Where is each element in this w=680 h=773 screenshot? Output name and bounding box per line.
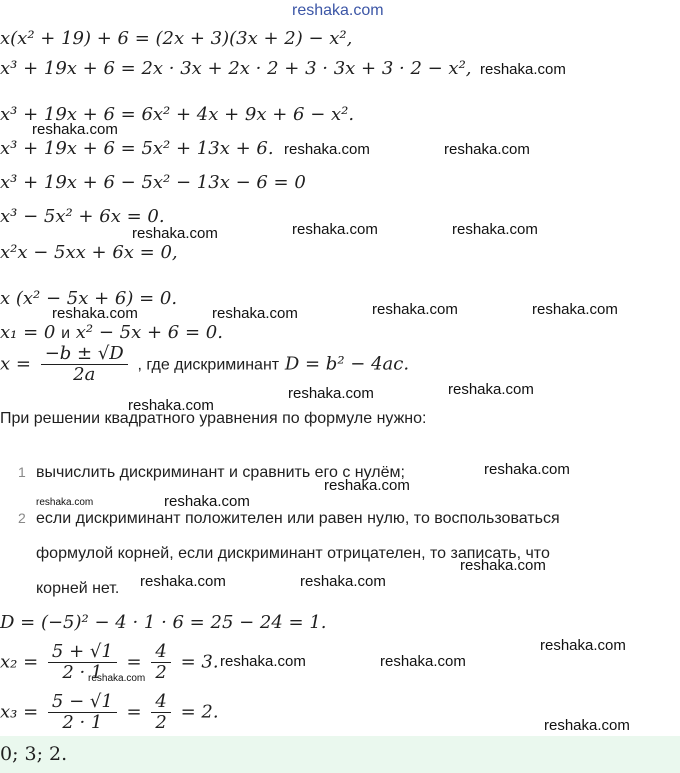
x3-numerator-2: 4	[151, 692, 170, 713]
intro-text: При решении квадратного уравнения по формуле нужно:	[0, 410, 427, 427]
watermark: reshaka.com	[284, 141, 370, 158]
watermark: reshaka.com	[212, 305, 298, 322]
watermark: reshaka.com	[480, 61, 566, 78]
equation-line-6: x³ − 5x² + 6x = 0.	[0, 206, 165, 227]
watermark: reshaka.com	[32, 121, 118, 138]
watermark: reshaka.com	[52, 305, 138, 322]
x3-fraction	[48, 692, 117, 733]
list-item: формулой корней, если дискриминант отрицателен, то записать, что	[36, 545, 550, 562]
x3-denominator-2: 2	[155, 712, 167, 733]
watermark: reshaka.com	[88, 673, 146, 684]
formula-lhs: x =	[0, 353, 31, 375]
equation-line-2: x³ + 19x + 6 = 2x · 3x + 2x · 2 + 3 · 3x + 3 · 2 − x²,	[0, 58, 472, 79]
root-x2	[0, 642, 219, 683]
quadratic-equation: x² − 5x + 6 = 0.	[75, 322, 223, 343]
list-item: если дискриминант положителен или равен нулю, то воспользоваться	[36, 510, 560, 527]
x3-equals: =	[126, 701, 142, 723]
watermark: reshaka.com	[484, 461, 570, 478]
discriminant-calc: D = (−5)² − 4 · 1 · 6 = 25 − 24 = 1.	[0, 612, 327, 633]
x2-fraction	[48, 642, 117, 683]
x3-lhs: x₃ =	[0, 701, 39, 723]
watermark: reshaka.com	[544, 717, 630, 734]
equation-line-7: x²x − 5xx + 6x = 0,	[0, 242, 178, 263]
x3-fraction-simplified	[151, 692, 170, 733]
watermark: reshaka.com	[540, 637, 626, 654]
x3-numerator: 5 − √1	[48, 692, 117, 713]
formula-text: , где дискриминант	[137, 356, 280, 374]
watermark: reshaka.com	[128, 397, 214, 414]
watermark: reshaka.com	[460, 557, 546, 574]
equation-line-9	[0, 322, 223, 345]
list-number: 2	[18, 510, 26, 526]
answer-text: 0; 3; 2.	[0, 743, 68, 765]
answer-box	[0, 736, 680, 773]
x2-denominator-2: 2	[155, 662, 167, 683]
equation-line-1: x(x² + 19) + 6 = (2x + 3)(3x + 2) − x²,	[0, 28, 353, 49]
root-x3	[0, 692, 219, 733]
x3-result: = 2.	[180, 701, 219, 723]
conjunction: и	[61, 325, 71, 342]
watermark: reshaka.com	[36, 497, 94, 508]
discriminant-formula: D = b² − 4ac.	[284, 353, 410, 375]
formula-numerator: −b ± √D	[41, 344, 128, 365]
watermark: reshaka.com	[220, 653, 306, 670]
formula-fraction	[41, 344, 128, 385]
equation-line-3: x³ + 19x + 6 = 6x² + 4x + 9x + 6 − x².	[0, 104, 355, 125]
formula-denominator: 2a	[73, 364, 96, 385]
watermark: reshaka.com	[532, 301, 618, 318]
quadratic-formula	[0, 344, 409, 385]
x2-result: = 3.	[180, 651, 219, 673]
watermark: reshaka.com	[380, 653, 466, 670]
x2-equals: =	[126, 651, 142, 673]
list-number: 1	[18, 464, 26, 480]
x2-fraction-simplified	[151, 642, 170, 683]
watermark: reshaka.com	[452, 221, 538, 238]
root-x1: x₁ = 0	[0, 322, 56, 343]
list-item: вычислить дискриминант и сравнить его с нулём;	[36, 464, 405, 481]
x2-numerator-2: 4	[151, 642, 170, 663]
watermark: reshaka.com	[444, 141, 530, 158]
watermark: reshaka.com	[132, 225, 218, 242]
equation-line-8: x (x² − 5x + 6) = 0.	[0, 288, 178, 309]
watermark: reshaka.com	[292, 221, 378, 238]
watermark: reshaka.com	[324, 477, 410, 494]
watermark: reshaka.com	[292, 2, 384, 19]
list-item: корней нет.	[36, 580, 120, 597]
equation-line-4: x³ + 19x + 6 = 5x² + 13x + 6.	[0, 138, 274, 159]
watermark: reshaka.com	[300, 573, 386, 590]
x3-denominator: 2 · 1	[62, 712, 103, 733]
x2-numerator: 5 + √1	[48, 642, 117, 663]
equation-line-5: x³ + 19x + 6 − 5x² − 13x − 6 = 0	[0, 172, 306, 193]
x2-denominator: 2 · 1	[62, 662, 103, 683]
watermark: reshaka.com	[140, 573, 226, 590]
watermark: reshaka.com	[372, 301, 458, 318]
watermark: reshaka.com	[164, 493, 250, 510]
watermark: reshaka.com	[288, 385, 374, 402]
watermark: reshaka.com	[448, 381, 534, 398]
x2-lhs: x₂ =	[0, 651, 39, 673]
